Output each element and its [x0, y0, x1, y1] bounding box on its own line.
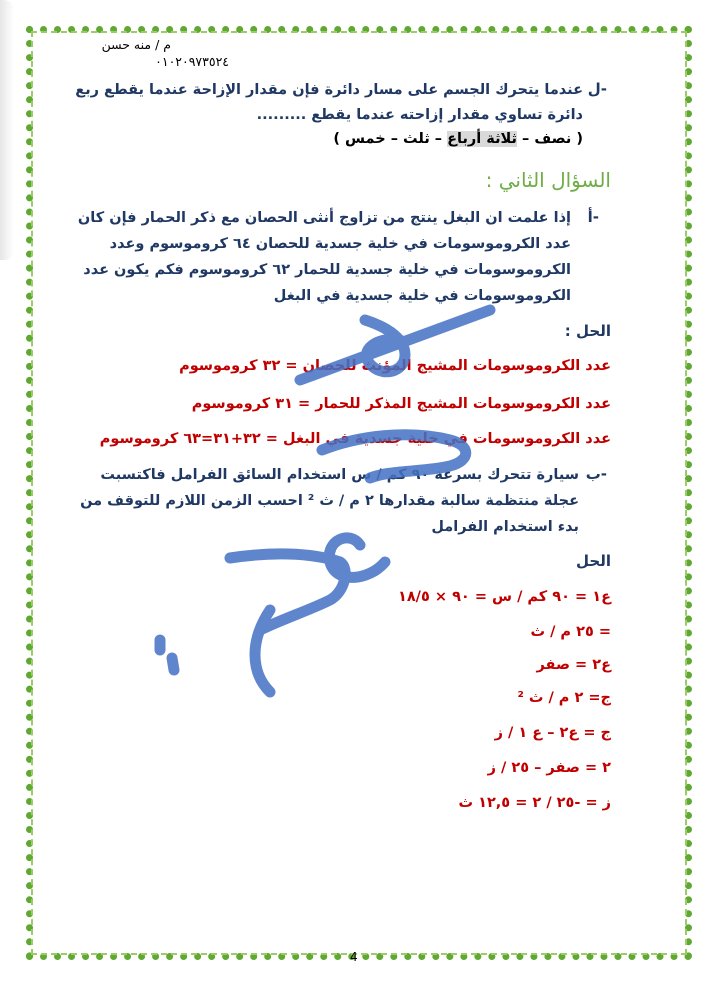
question-a-line4: الكروموسومات في خلية جسدية في البغل: [273, 288, 571, 304]
solution-1-line3: عدد الكروموسومات في خلية جسدية في البغل = ٣٢+٣١=٦٣ كروموسوم: [99, 431, 611, 447]
solution-2-line3: ع٢ = صفر: [536, 657, 611, 673]
solution-2-line4: ج= ٢ م / ث ²: [517, 690, 611, 706]
page-number: 4: [350, 950, 358, 964]
options-highlight: ثلاثة أرباع: [447, 131, 517, 147]
solution-1-line2: عدد الكروموسومات المشيج المذكر للحمار = ٣١ كروموسوم: [191, 396, 611, 412]
section-2-title: السؤال الثاني :: [485, 168, 611, 192]
question-l-marker: ل-: [587, 80, 607, 98]
options-suffix: – ثلث – خمس ): [333, 131, 448, 147]
author-name: م / منه حسن: [101, 37, 171, 52]
handwritten-signature-watermark: [150, 300, 510, 720]
solution-2-line1: ع١ = ٩٠ كم / س = ٩٠ × ١٨/٥: [397, 589, 611, 605]
question-l-line1: عندما يتحرك الجسم على مسار دائرة فإن مقدار الإزاحة عندما يقطع ربع: [75, 82, 583, 98]
solution-1-line1: عدد الكروموسومات المشيج المؤنث للحصان = ٣٢ كروموسوم: [179, 358, 611, 374]
solution-2-line7: ز = -٢٥ / ٢ = ١٢,٥ ث: [458, 795, 611, 811]
solution-2-line5: ج = ع٢ – ع ١ / ز: [494, 725, 611, 741]
question-b-line2: عجلة منتظمة سالبة مقدارها ٢ م / ث ² احسب الزمن اللازم للتوقف من: [80, 493, 579, 509]
question-a-line2: عدد الكروموسومات في خلية جسدية للحصان ٦٤ كروموسوم وعدد: [109, 236, 571, 252]
question-b-line3: بدء استخدام الفرامل: [431, 519, 579, 535]
solution-2-line2: = ٢٥ م / ث: [530, 624, 611, 640]
question-b-line1: سيارة تتحرك بسرعة ٩٠ كم / س استخدام السائق الفرامل فاكتسبت: [100, 467, 579, 483]
question-a-marker: أ-: [587, 208, 599, 226]
solution-2-label: الحل: [576, 552, 611, 570]
question-l-line2: دائرة تساوي مقدار إزاحته عندما يقطع .........: [256, 107, 583, 123]
question-a-line3: الكروموسومات في خلية جسدية للحمار ٦٢ كروموسوم فكم يكون عدد: [83, 262, 571, 278]
solution-2-line6: ٢ = صفر – ٢٥ / ز: [487, 760, 611, 776]
question-b-marker: ب-: [585, 465, 607, 483]
page-edge-shadow: [0, 0, 14, 260]
author-phone: ٠١٠٢٠٩٧٣٥٢٤: [155, 54, 229, 69]
solution-1-label: الحل :: [564, 322, 611, 340]
options-prefix: ( نصف –: [516, 131, 583, 147]
question-l-options: [333, 129, 583, 149]
question-a-line1: إذا علمت ان البغل ينتج من تزاوج أنثى الحصان مع ذكر الحمار فإن كان: [77, 210, 571, 226]
